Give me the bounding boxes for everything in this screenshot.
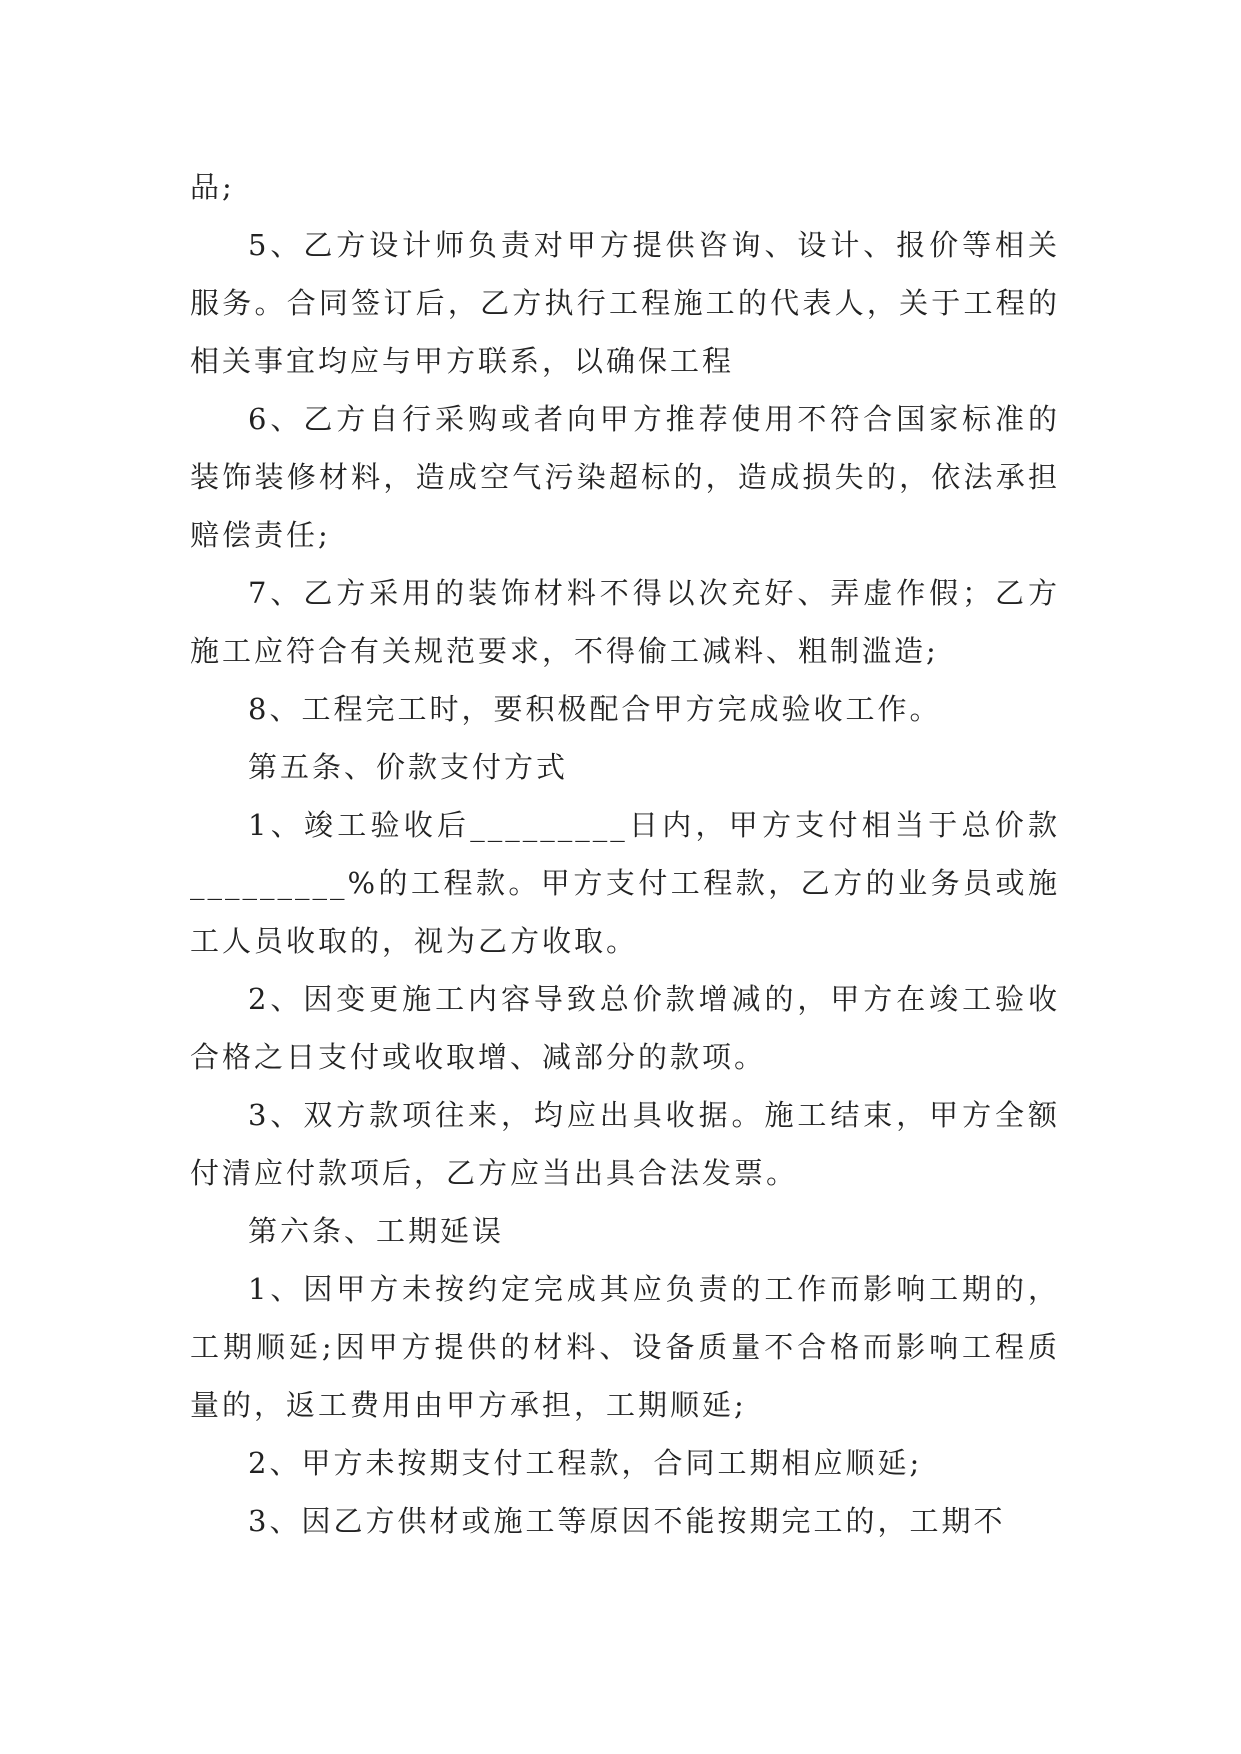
paragraph: 2、甲方未按期支付工程款，合同工期相应顺延;	[248, 1446, 923, 1480]
paragraph: 1、因甲方未按约定完成其应负责的工作而影响工期的，工期顺延;因甲方提供的材料、设备质量不合格而影响工程质量的，返工费用由甲方承担，工期顺延;	[190, 1272, 1060, 1422]
paragraph: 6、乙方自行采购或者向甲方推荐使用不符合国家标准的装饰装修材料，造成空气污染超标的，造成损失的，依法承担赔偿责任;	[190, 402, 1060, 552]
section-heading: 第五条、价款支付方式	[248, 750, 569, 784]
paragraph: 7、乙方采用的装饰材料不得以次充好、弄虚作假；乙方施工应符合有关规范要求，不得偷工减料、粗制滥造;	[190, 576, 1060, 668]
paragraph: 5、乙方设计师负责对甲方提供咨询、设计、报价等相关服务。合同签订后，乙方执行工程施工的代表人，关于工程的相关事宜均应与甲方联系，以确保工程	[190, 228, 1060, 378]
section-heading: 第六条、工期延误	[248, 1214, 505, 1248]
paragraph: 2、因变更施工内容导致总价款增减的，甲方在竣工验收合格之日支付或收取增、减部分的款项。	[190, 982, 1060, 1074]
paragraph: 3、双方款项往来，均应出具收据。施工结束，甲方全额付清应付款项后，乙方应当出具合法发票。	[190, 1098, 1060, 1190]
paragraph: 8、工程完工时，要积极配合甲方完成验收工作。	[248, 692, 942, 726]
paragraph: 1、竣工验收后_________日内，甲方支付相当于总价款_________%的工程款。甲方支付工程款，乙方的业务员或施工人员收取的，视为乙方收取。	[190, 808, 1060, 958]
paragraph: 品;	[190, 170, 235, 204]
document-body	[190, 158, 1060, 1550]
paragraph: 3、因乙方供材或施工等原因不能按期完工的，工期不	[248, 1504, 1006, 1538]
